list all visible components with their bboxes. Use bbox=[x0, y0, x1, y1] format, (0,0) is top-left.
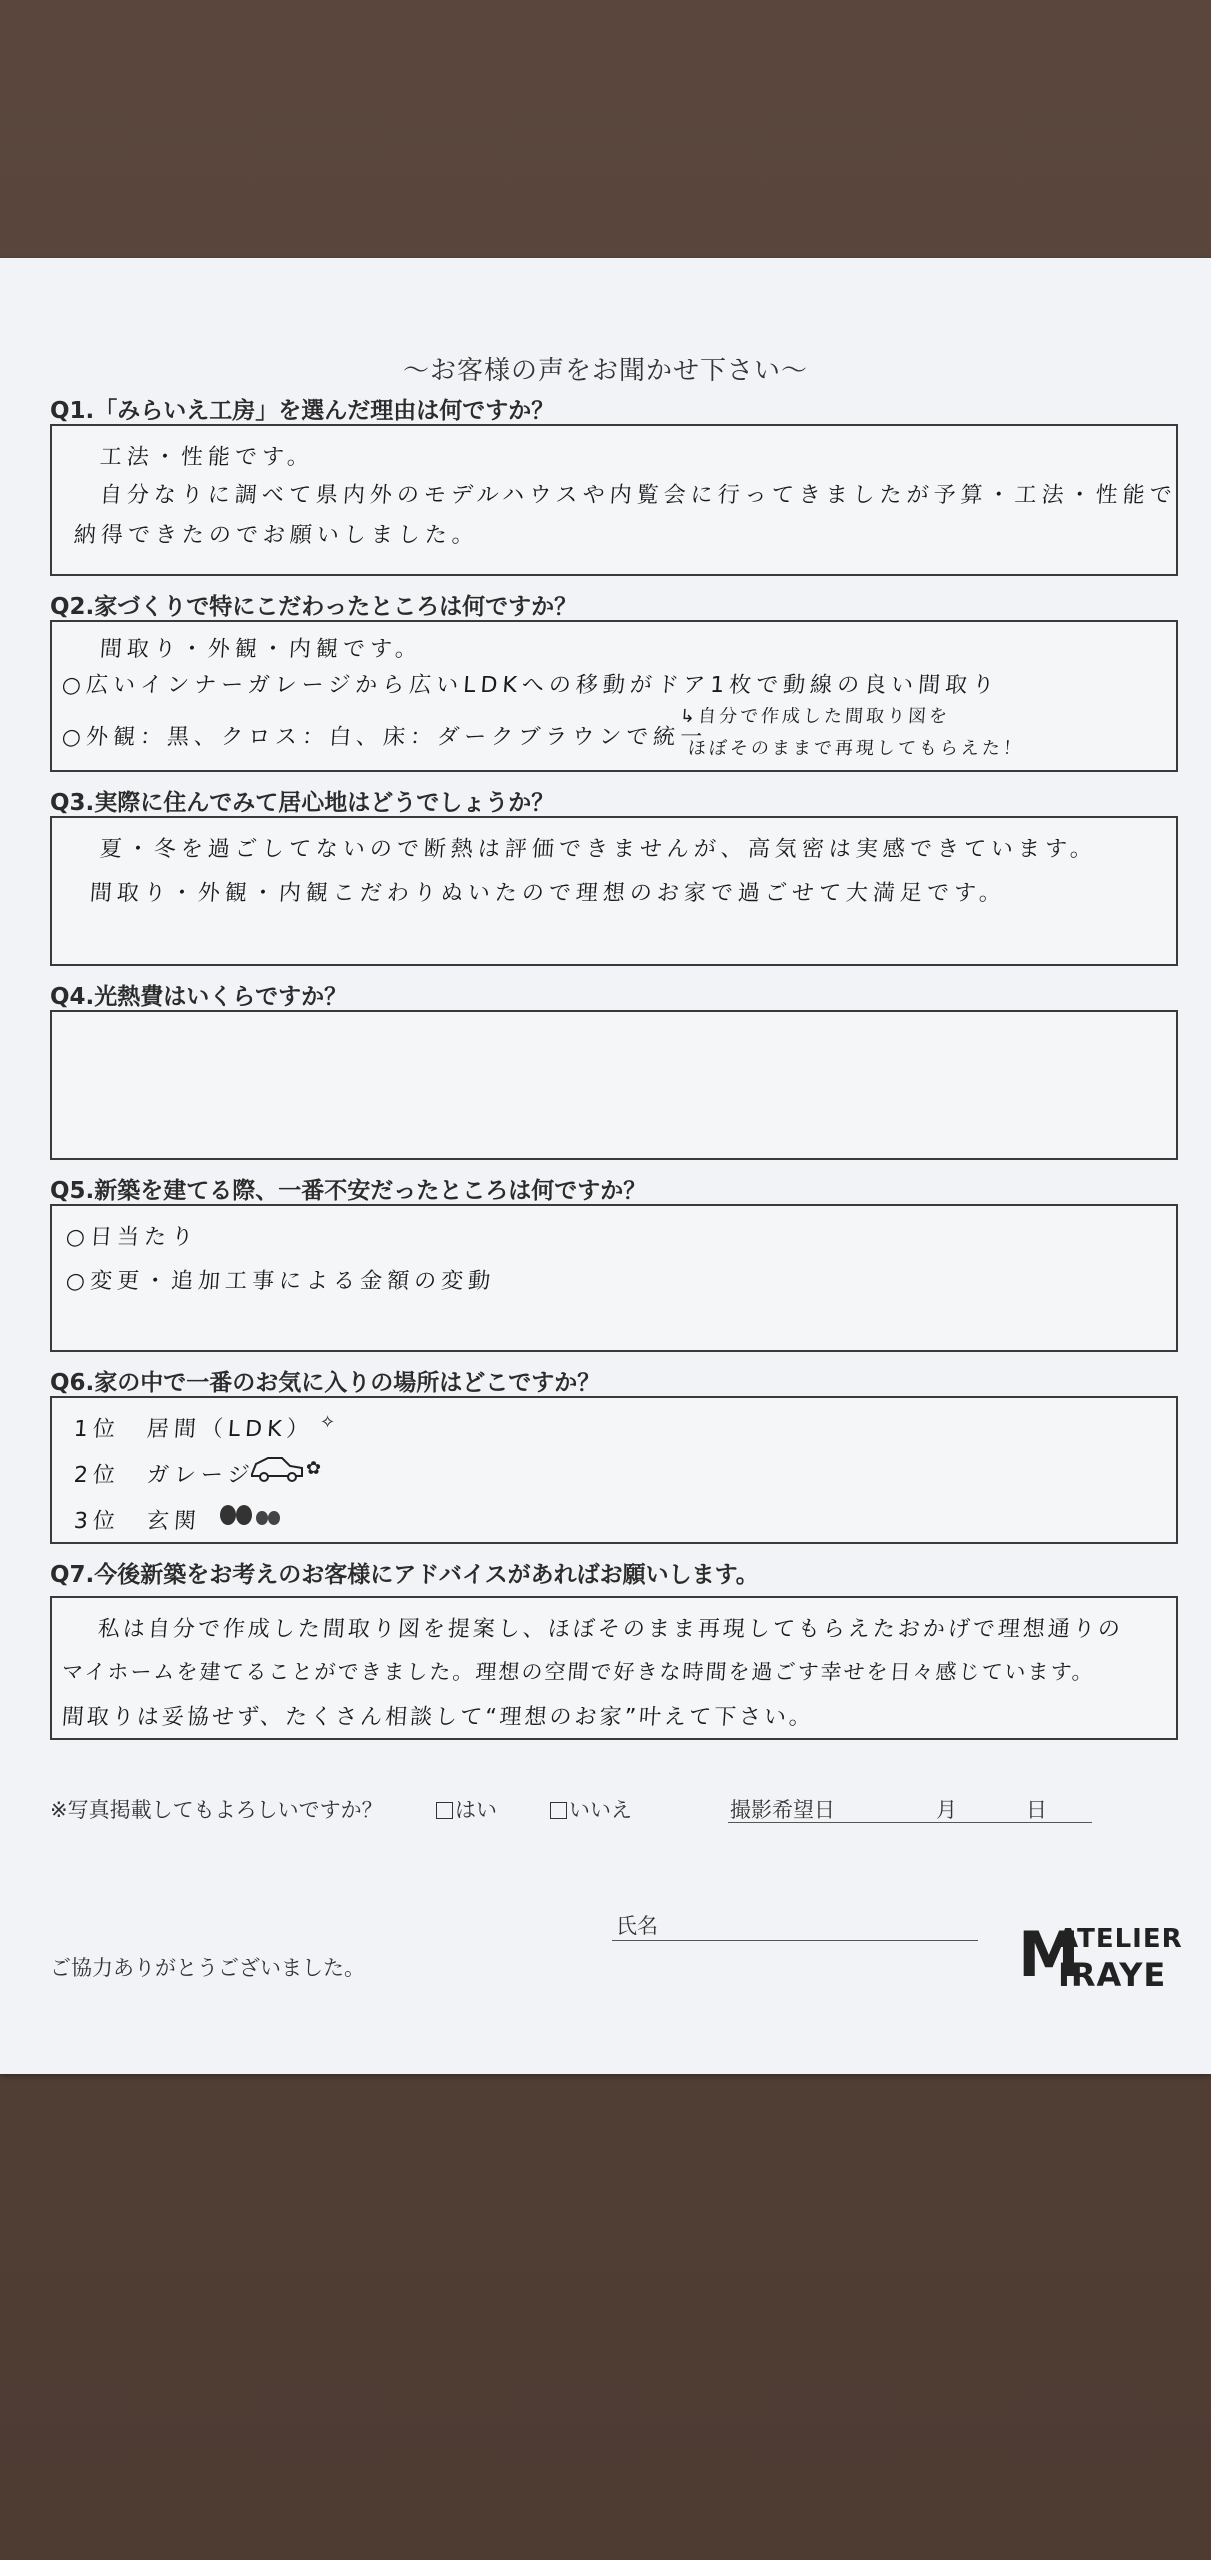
photo-no-option[interactable] bbox=[550, 1794, 632, 1824]
question-1: Q1.「みらいえ工房」を選んだ理由は何ですか？ bbox=[50, 398, 555, 424]
answer-box-4 bbox=[50, 1010, 1178, 1160]
answer-6-line-1: 1位 居間（LDK） bbox=[72, 1417, 315, 1442]
photo-yes-option[interactable] bbox=[436, 1794, 497, 1824]
answer-box-3 bbox=[50, 816, 1178, 966]
answer-2-line-1: 間取り・外観・内観です。 bbox=[98, 637, 423, 662]
shoes-doodle-icon bbox=[218, 1502, 282, 1532]
answer-2-note-2: ほぼそのままで再現してもらえた！ bbox=[687, 738, 1025, 759]
logo-word-atelier: ATELIER bbox=[1058, 1924, 1183, 1954]
yes-label: はい bbox=[455, 1798, 497, 1822]
question-3: Q3.実際に住んでみて居心地はどうでしょうか？ bbox=[50, 790, 555, 816]
answer-box-6 bbox=[50, 1396, 1178, 1544]
question-7: Q7.今後新築をお考えのお客様にアドバイスがあればお願いします。 bbox=[50, 1562, 759, 1588]
answer-2-line-2: ○広いインナーガレージから広いLDKへの移動がドア1枚で動線の良い間取り bbox=[60, 673, 1001, 698]
answer-3-line-2: 間取り・外観・内観こだわりぬいたので理想のお家で過ごせて大満足です。 bbox=[88, 881, 1007, 906]
answer-3-line-1: 夏・冬を過ごしてないので断熱は評価できませんが、高気密は実感できています。 bbox=[98, 837, 1098, 862]
photo-permission-question: ※写真掲載してもよろしいですか？ bbox=[50, 1798, 383, 1822]
shoot-date-line[interactable] bbox=[728, 1822, 1092, 1823]
no-checkbox[interactable] bbox=[550, 1802, 567, 1819]
no-label: いいえ bbox=[569, 1798, 632, 1822]
answer-box-7 bbox=[50, 1596, 1178, 1740]
answer-1-line-1: 工法・性能です。 bbox=[98, 445, 315, 470]
shoot-date-label: 撮影希望日 bbox=[730, 1798, 835, 1822]
survey-sheet bbox=[0, 258, 1211, 2074]
name-line[interactable] bbox=[612, 1940, 978, 1941]
answer-6-line-2: 2位 ガレージ bbox=[72, 1463, 256, 1488]
thanks-text: ご協力ありがとうございました。 bbox=[50, 1956, 365, 1980]
answer-7-line-3: 間取りは妥協せず、たくさん相談して“理想のお家”叶えて下さい。 bbox=[60, 1705, 815, 1730]
answer-2-note-1: ↳自分で作成した間取り図を bbox=[679, 706, 951, 727]
answer-1-line-3: 納得できたのでお願いしました。 bbox=[72, 523, 480, 548]
answer-box-1 bbox=[50, 424, 1178, 576]
question-2: Q2.家づくりで特にこだわったところは何ですか？ bbox=[50, 594, 578, 620]
answer-5-line-2: ○変更・追加工事による金額の変動 bbox=[64, 1269, 496, 1294]
atelier-miraye-logo bbox=[1018, 1918, 1183, 1996]
smile-doodle-icon: ✿ bbox=[306, 1458, 322, 1479]
car-doodle-icon bbox=[248, 1454, 306, 1488]
answer-7-line-2: マイホームを建てることができました。理想の空間で好きな時間を過ごす幸せを日々感じています。 bbox=[61, 1660, 1096, 1684]
answer-1-line-2: 自分なりに調べて県内外のモデルハウスや内覧会に行ってきましたが予算・工法・性能で bbox=[98, 483, 1178, 508]
question-5: Q5.新築を建てる際、一番不安だったところは何ですか？ bbox=[50, 1178, 647, 1204]
question-4: Q4.光熱費はいくらですか？ bbox=[50, 984, 348, 1010]
answer-box-2 bbox=[50, 620, 1178, 772]
answer-7-line-1: 私は自分で作成した間取り図を提案し、ほぼそのまま再現してもらえたおかげで理想通りの bbox=[96, 1617, 1124, 1642]
day-label: 日 bbox=[1026, 1798, 1047, 1822]
survey-title: 〜お客様の声をお聞かせ下さい〜 bbox=[402, 356, 808, 386]
answer-5-line-1: ○日当たり bbox=[64, 1225, 199, 1250]
logo-word-iraye: IRAYE bbox=[1058, 1956, 1167, 1994]
sparkle-doodle-icon: ✧ bbox=[320, 1412, 336, 1433]
question-6: Q6.家の中で一番のお気に入りの場所はどこですか？ bbox=[50, 1370, 601, 1396]
yes-checkbox[interactable] bbox=[436, 1802, 453, 1819]
logo-m-mark: M bbox=[1018, 1918, 1080, 1991]
answer-box-5 bbox=[50, 1204, 1178, 1352]
answer-2-line-3: ○外観：黒、クロス：白、床：ダークブラウンで統一 bbox=[60, 725, 708, 750]
name-label: 氏名 bbox=[616, 1914, 658, 1938]
month-label: 月 bbox=[936, 1798, 957, 1822]
answer-6-line-3: 3位 玄関 bbox=[72, 1509, 202, 1534]
